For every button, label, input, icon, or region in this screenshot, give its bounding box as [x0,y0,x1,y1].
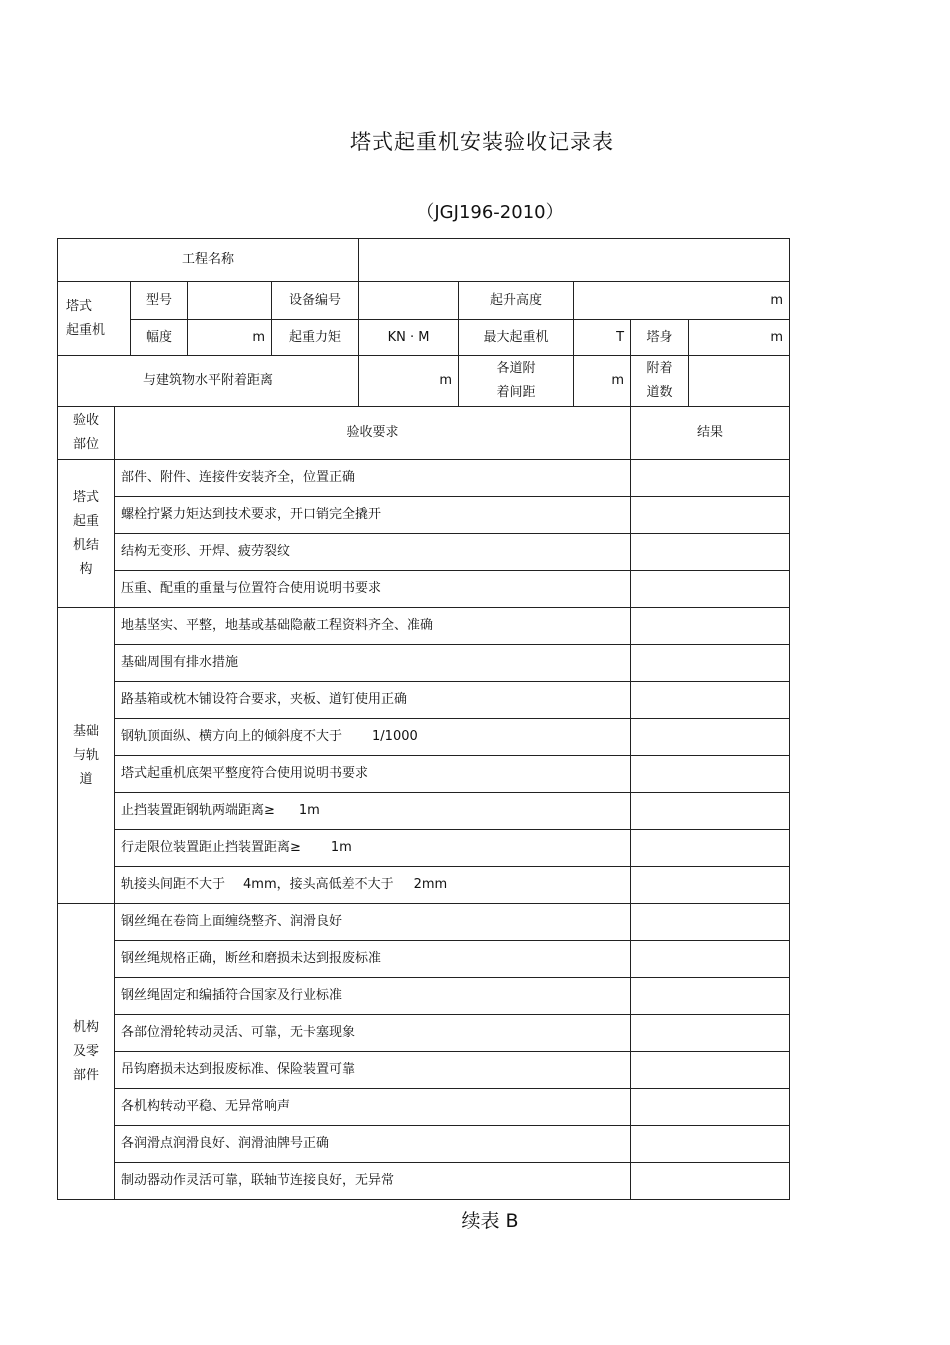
lift-height-field[interactable] [574,282,790,320]
table-row [58,867,790,904]
result-cell[interactable] [631,756,790,793]
range-unit: m [252,329,265,345]
requirement-text: 吊钩磨损未达到报废标准、保险装置可靠 [115,1052,631,1089]
requirement-text: 螺栓拧紧力矩达到技术要求，开口销完全撬开 [115,497,631,534]
table-row [58,645,790,682]
result-cell[interactable] [631,941,790,978]
table-row [58,941,790,978]
table-row [58,1089,790,1126]
torque-label: 起重力矩 [272,320,359,356]
attach-distance-unit: m [439,373,453,388]
section-label-line: 塔式 [72,489,99,505]
header-result: 结果 [631,407,790,460]
requirement-value: 1/1000 [372,729,418,744]
requirement-value: 1m [330,840,352,855]
section-label-mechanism [58,904,115,1200]
requirement-text [115,793,631,830]
checklist-header-row [58,407,790,460]
result-cell[interactable] [631,978,790,1015]
acceptance-record-table [57,238,790,1200]
max-load-unit: T [616,329,625,345]
attach-spacing-label [459,356,574,407]
max-load-field[interactable] [574,320,631,356]
section-label-line: 机结 [72,537,99,553]
result-cell[interactable] [631,571,790,608]
tower-field[interactable] [689,320,790,356]
requirement-text: 路基箱或枕木铺设符合要求，夹板、道钉使用正确 [115,682,631,719]
attach-spacing-label-line-2: 着间距 [496,385,536,400]
header-requirement: 验收要求 [115,407,631,460]
crane-row-1 [58,282,790,320]
table-row [58,756,790,793]
requirement-text: 钢丝绳固定和编插符合国家及行业标准 [115,978,631,1015]
requirement-text: 塔式起重机底架平整度符合使用说明书要求 [115,756,631,793]
result-cell[interactable] [631,830,790,867]
requirement-text [115,719,631,756]
table-row [58,682,790,719]
range-field[interactable] [188,320,272,356]
section-label-line: 与轨 [72,747,99,763]
requirement-text: 钢丝绳在卷筒上面缠绕整齐、润滑良好 [115,904,631,941]
table-row [58,719,790,756]
requirement-value: 2mm [413,877,448,892]
requirement-text: 钢丝绳规格正确，断丝和磨损未达到报废标准 [115,941,631,978]
requirement-text: 部件、附件、连接件安装齐全，位置正确 [115,460,631,497]
result-cell[interactable] [631,1163,790,1200]
requirement-text: 结构无变形、开焊、疲劳裂纹 [115,534,631,571]
device-no-field[interactable] [359,282,459,320]
document-standard-code: （JGJ196-2010） [416,202,564,223]
section-label-line: 道 [79,771,93,787]
attach-spacing-label-line-1: 各道附 [496,361,536,376]
range-label: 幅度 [131,320,188,356]
requirement-text-main: 钢轨顶面纵、横方向上的倾斜度不大于 [121,729,343,744]
continued-table-label: 续表 B [461,1210,519,1232]
torque-field[interactable] [359,320,459,356]
table-row [58,1126,790,1163]
device-no-label: 设备编号 [272,282,359,320]
project-name-field[interactable] [359,239,790,282]
model-label: 型号 [131,282,188,320]
requirement-value: 1m [298,803,320,818]
project-name-row [58,239,790,282]
result-cell[interactable] [631,645,790,682]
model-field[interactable] [188,282,272,320]
requirement-text: 各机构转动平稳、无异常响声 [115,1089,631,1126]
requirement-text: 压重、配重的重量与位置符合使用说明书要求 [115,571,631,608]
section-label-line: 起重 [72,513,99,529]
requirement-text: 各部位滑轮转动灵活、可靠，无卡塞现象 [115,1015,631,1052]
table-row [58,1052,790,1089]
max-load-label: 最大起重机 [459,320,574,356]
table-row [58,904,790,941]
section-label-line: 基础 [72,723,99,739]
tower-unit: m [770,329,784,345]
requirement-text: 各润滑点润滑良好、润滑油牌号正确 [115,1126,631,1163]
section-label-line: 部件 [72,1067,99,1083]
result-cell[interactable] [631,904,790,941]
result-cell[interactable] [631,1052,790,1089]
attach-distance-label: 与建筑物水平附着距离 [58,356,359,407]
requirement-text-main: 行走限位装置距止挡装置距离≥ [121,840,301,855]
crane-label-cell [58,282,131,356]
table-row [58,460,790,497]
table-row [58,793,790,830]
section-label-structure [58,460,115,608]
tower-label: 塔身 [631,320,689,356]
section-label-line: 及零 [72,1043,99,1059]
header-part-line-1: 验收 [72,413,99,428]
crane-label-line-1: 塔式 [66,298,93,314]
attach-distance-field[interactable] [359,356,459,407]
attachment-row [58,356,790,407]
requirement-value: 4mm，接头高低差不大于 [243,877,394,892]
attach-spacing-field[interactable] [574,356,631,407]
requirement-text [115,867,631,904]
result-cell[interactable] [631,1089,790,1126]
section-label-line: 构 [79,561,93,577]
result-cell[interactable] [631,1126,790,1163]
lift-height-label: 起升高度 [459,282,574,320]
requirement-text: 基础周围有排水措施 [115,645,631,682]
document-title: 塔式起重机安装验收记录表 [350,130,614,154]
requirement-text: 制动器动作灵活可靠，联轴节连接良好，无异常 [115,1163,631,1200]
lift-height-unit: m [770,292,784,308]
result-cell[interactable] [631,497,790,534]
result-cell[interactable] [631,867,790,904]
requirement-text-main: 止挡装置距钢轨两端距离≥ [121,803,275,818]
torque-unit: KN · M [387,329,430,345]
result-cell[interactable] [631,719,790,756]
section-label-foundation [58,608,115,904]
attach-count-label [631,356,689,407]
result-cell[interactable] [631,534,790,571]
result-cell[interactable] [631,608,790,645]
requirement-text: 地基坚实、平整，地基或基础隐蔽工程资料齐全、准确 [115,608,631,645]
attach-count-label-line-1: 附着 [646,361,673,376]
table-row [58,534,790,571]
table-row [58,830,790,867]
table-row [58,1163,790,1200]
attach-count-label-line-2: 道数 [646,385,673,400]
crane-label-line-2: 起重机 [66,322,106,338]
attach-spacing-unit: m [611,373,625,388]
crane-row-2 [58,320,790,356]
requirement-text [115,830,631,867]
table-row [58,978,790,1015]
requirement-text-main: 轨接头间距不大于 [121,877,226,892]
project-name-label: 工程名称 [58,239,359,282]
result-cell[interactable] [631,793,790,830]
table-row [58,571,790,608]
result-cell[interactable] [631,460,790,497]
header-part-cell [58,407,115,460]
header-part-line-2: 部位 [72,437,99,452]
table-row [58,497,790,534]
result-cell[interactable] [631,682,790,719]
result-cell[interactable] [631,1015,790,1052]
table-row [58,608,790,645]
section-label-line: 机构 [72,1019,99,1035]
attach-count-field[interactable] [689,356,790,407]
table-row [58,1015,790,1052]
